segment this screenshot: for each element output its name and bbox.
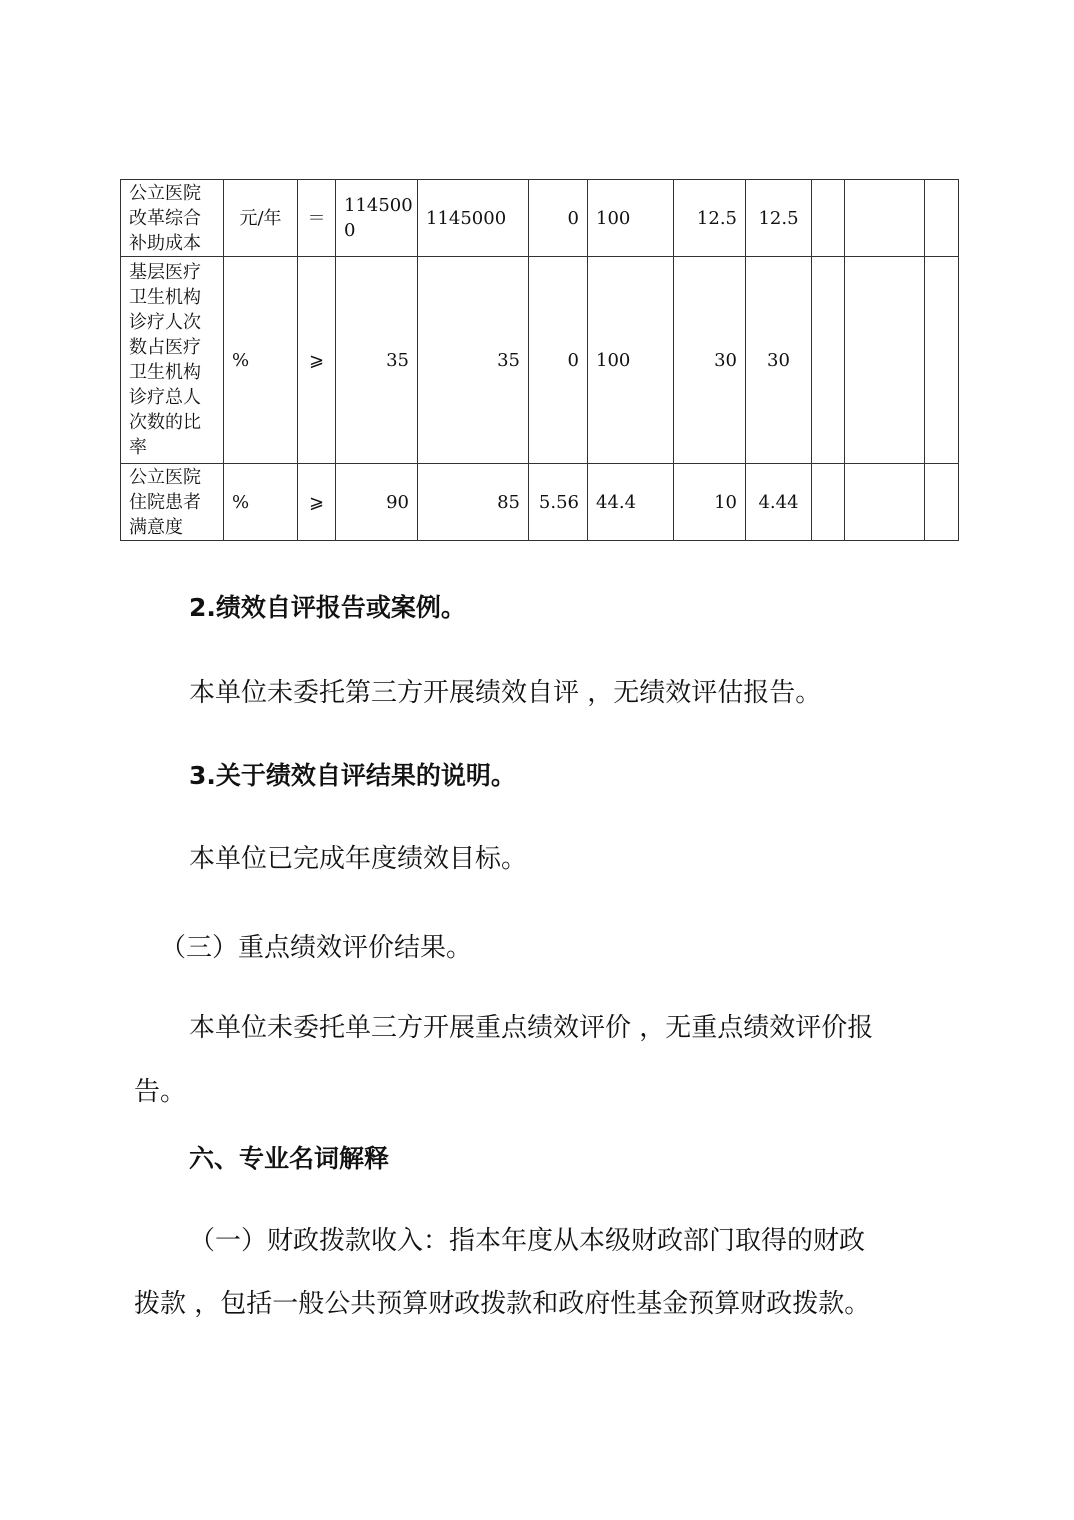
cell-extra3 [925,180,959,257]
heading-self-eval-result: 3.关于绩效自评结果的说明。 [189,761,516,790]
cell-deviation: 0 [529,257,588,464]
cell-rate: 100 [588,180,674,257]
cell-extra1 [812,464,845,541]
cell-extra3 [925,464,959,541]
cell-extra3 [925,257,959,464]
heading-glossary: 六、专业名词解释 [189,1144,390,1173]
cell-actual: 35 [418,257,529,464]
cell-extra1 [812,180,845,257]
cell-extra1 [812,257,845,464]
table-row [121,180,959,257]
cell-actual: 1145000 [418,180,529,257]
cell-deviation: 5.56 [529,464,588,541]
paragraph-key-evaluation-line1: 本单位未委托单三方开展重点绩效评价 ，无重点绩效评价报 [189,1013,874,1043]
cell-operator: ＝ [298,180,336,257]
cell-indicator-name: 公立医院 住院患者 满意度 [121,464,224,541]
paragraph-glossary-line2: 拨款 ，包括一般公共预算财政拨款和政府性基金预算财政拨款。 [134,1289,871,1319]
cell-rate: 44.4 [588,464,674,541]
cell-unit: 元/年 [224,180,298,257]
table-row [121,257,959,464]
cell-unit: % [224,257,298,464]
cell-weight: 30 [674,257,746,464]
cell-deviation: 0 [529,180,588,257]
cell-target: 35 [336,257,418,464]
performance-table [120,179,959,541]
cell-extra2 [845,464,925,541]
cell-indicator-name: 基层医疗 卫生机构 诊疗人次 数占医疗 卫生机构 诊疗总人 次数的比 率 [121,257,224,464]
cell-weight: 12.5 [674,180,746,257]
cell-rate: 100 [588,257,674,464]
cell-operator: ⩾ [298,257,336,464]
cell-score: 30 [746,257,812,464]
paragraph-self-eval-result: 本单位已完成年度绩效目标。 [189,844,528,874]
cell-indicator-name: 公立医院 改革综合 补助成本 [121,180,224,257]
cell-extra2 [845,180,925,257]
paragraph-key-evaluation-line2: 告。 [134,1077,187,1107]
heading-key-evaluation: （三）重点绩效评价结果。 [160,933,473,963]
cell-extra2 [845,257,925,464]
paragraph-self-eval-report: 本单位未委托第三方开展绩效自评 ，无绩效评估报告。 [189,678,822,708]
cell-actual: 85 [418,464,529,541]
cell-score: 4.44 [746,464,812,541]
heading-self-eval-report: 2.绩效自评报告或案例。 [189,593,466,622]
paragraph-glossary-line1: （一）财政拨款收入：指本年度从本级财政部门取得的财政 [189,1226,866,1256]
table-row [121,464,959,541]
cell-operator: ⩾ [298,464,336,541]
cell-unit: % [224,464,298,541]
cell-weight: 10 [674,464,746,541]
cell-score: 12.5 [746,180,812,257]
cell-target: 90 [336,464,418,541]
cell-target: 114500 0 [336,180,418,257]
